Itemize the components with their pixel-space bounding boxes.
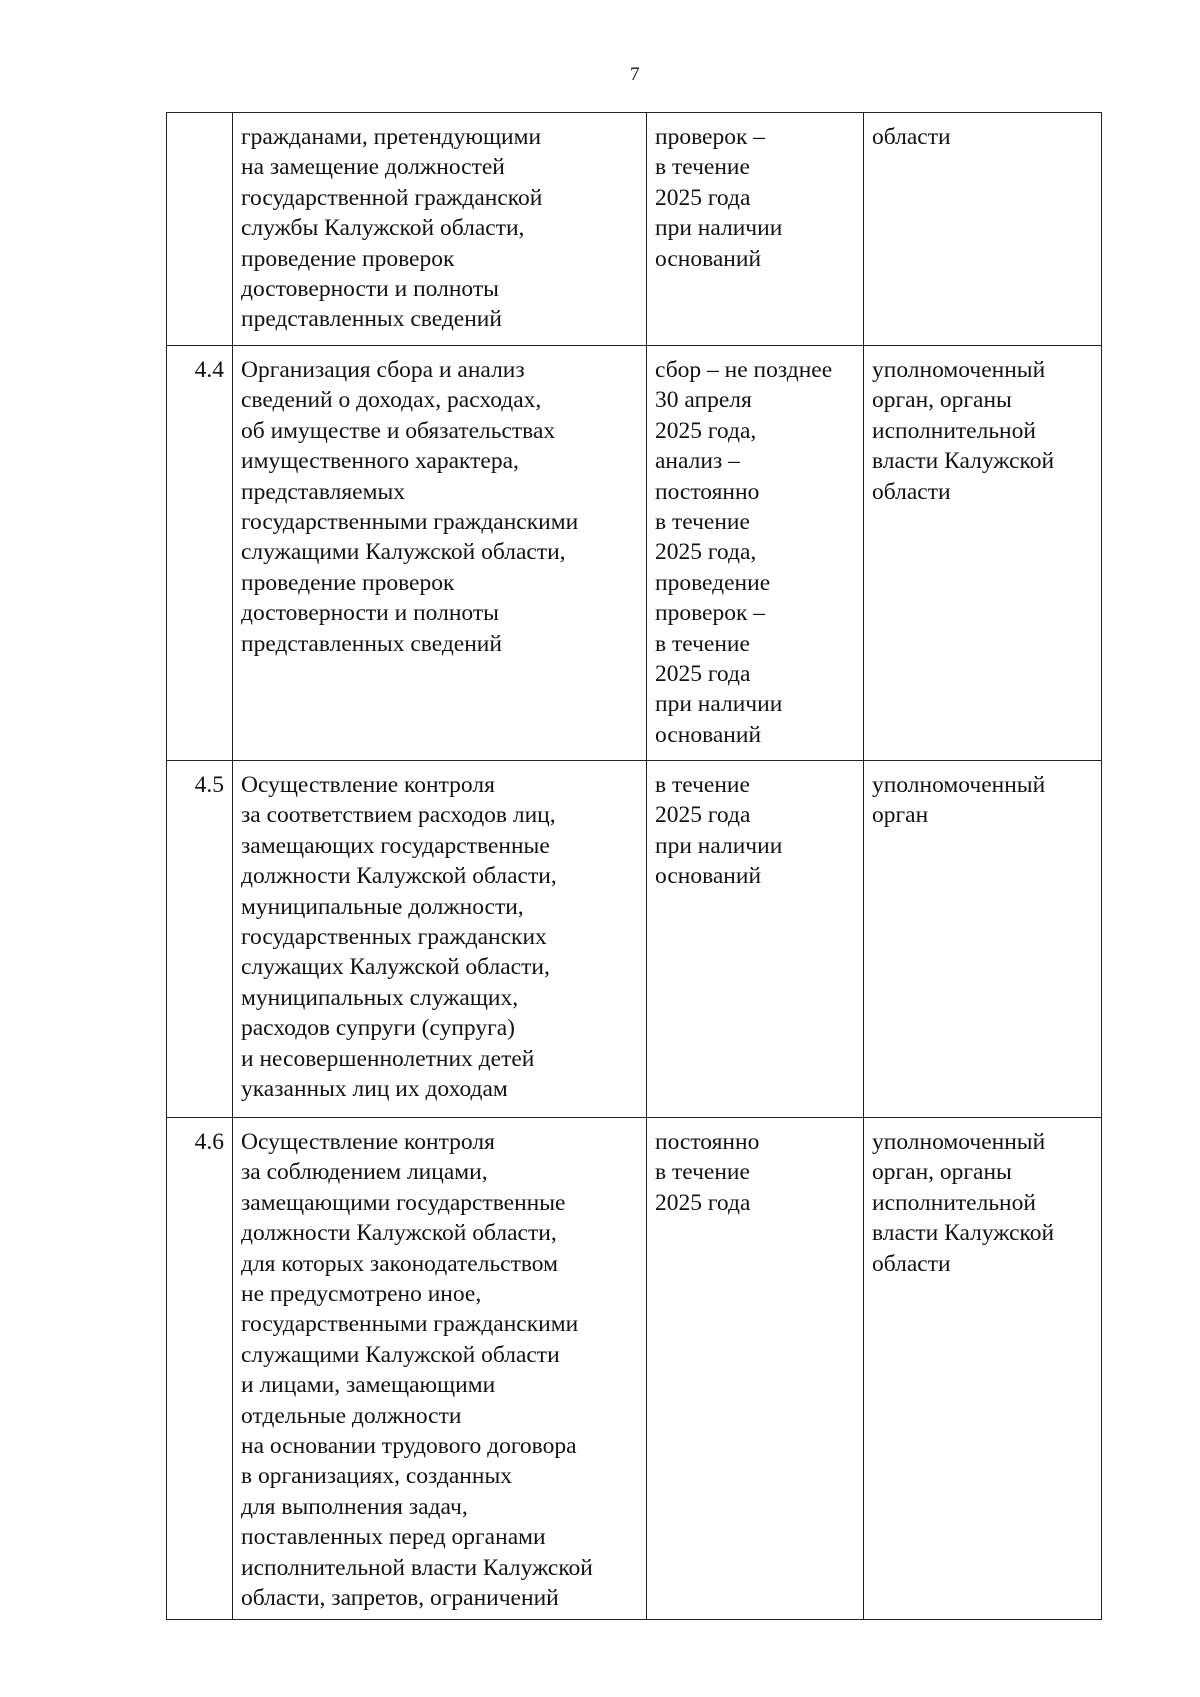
action-line: на основании трудового договора	[241, 1433, 577, 1460]
action-cell	[233, 761, 647, 1118]
deadline-line: при наличии	[655, 832, 783, 859]
deadline-line: проведение	[655, 569, 771, 596]
action-line: замещающими государственные	[241, 1189, 566, 1216]
action-line: и несовершеннолетних детей	[241, 1045, 535, 1072]
deadline-line: постоянно	[655, 478, 760, 505]
responsible-line: исполнительной	[872, 1189, 1036, 1216]
action-line: для выполнения задач,	[241, 1493, 468, 1520]
action-line: отдельные должности	[241, 1402, 462, 1429]
action-line: муниципальные должности,	[241, 893, 524, 920]
item-number-cell	[167, 113, 233, 346]
action-line: представленных сведений	[241, 306, 502, 333]
action-line: не предусмотрено иное,	[241, 1281, 482, 1308]
table-row	[167, 113, 1102, 346]
action-line: указанных лиц их доходам	[241, 1076, 508, 1103]
action-line: поставленных перед органами	[241, 1524, 546, 1551]
deadline-line: в течение	[655, 154, 750, 181]
deadline-line: сбор – не позднее	[655, 357, 833, 383]
action-line: государственными гражданскими	[241, 1311, 579, 1338]
responsible-line: области	[872, 478, 951, 505]
table-row	[167, 761, 1102, 1118]
deadline-line: в течение	[655, 772, 750, 798]
deadline-line: 2025 года,	[655, 539, 757, 566]
action-line: Осуществление контроля	[241, 1129, 495, 1155]
deadline-cell	[647, 113, 864, 346]
action-line: служащих Калужской области,	[241, 954, 550, 981]
deadline-line: в течение	[655, 509, 750, 536]
deadline-line: при наличии	[655, 691, 783, 718]
deadline-cell	[647, 346, 864, 761]
deadline-line: 2025 года,	[655, 417, 757, 444]
action-line: представляемых	[241, 478, 405, 505]
responsible-cell	[864, 113, 1102, 346]
action-line: муниципальных служащих,	[241, 984, 519, 1011]
deadline-line: 2025 года	[655, 184, 751, 211]
action-line: гражданами, претендующими	[241, 124, 542, 150]
responsible-line: уполномоченный	[872, 357, 1046, 383]
responsible-line: уполномоченный	[872, 1129, 1046, 1155]
action-line: за соблюдением лицами,	[241, 1159, 488, 1186]
table-row	[167, 346, 1102, 761]
action-line: достоверности и полноты	[241, 276, 499, 303]
deadline-line: оснований	[655, 721, 762, 748]
action-line: государственными гражданскими	[241, 509, 579, 536]
deadline-line: оснований	[655, 863, 762, 890]
action-line: достоверности и полноты	[241, 600, 499, 627]
deadline-line: при наличии	[655, 215, 783, 242]
deadline-line: в течение	[655, 630, 750, 657]
table-row	[167, 1118, 1102, 1620]
deadline-line: в течение	[655, 1159, 750, 1186]
action-cell	[233, 346, 647, 761]
responsible-line: орган, органы	[872, 1159, 1012, 1186]
action-line: представленных сведений	[241, 630, 502, 657]
action-line: проведение проверок	[241, 245, 455, 272]
action-line: замещающих государственные	[241, 832, 550, 859]
action-line: государственной гражданской	[241, 184, 543, 211]
action-line: должности Калужской области,	[241, 863, 557, 890]
responsible-line: исполнительной	[872, 417, 1036, 444]
item-number-cell: 4.6	[167, 1118, 233, 1620]
action-line: имущественного характера,	[241, 448, 519, 475]
responsible-line: области	[872, 1250, 951, 1277]
responsible-line: области	[872, 124, 951, 150]
item-number-cell: 4.4	[167, 346, 233, 761]
action-line: расходов супруги (супруга)	[241, 1015, 515, 1042]
action-line: должности Калужской области,	[241, 1220, 557, 1247]
action-line: исполнительной власти Калужской	[241, 1554, 593, 1581]
action-line: для которых законодательством	[241, 1250, 558, 1277]
deadline-line: проверок –	[655, 124, 766, 150]
deadline-line: 30 апреля	[655, 387, 752, 414]
action-line: служащими Калужской области	[241, 1341, 560, 1368]
table-body	[167, 113, 1102, 1620]
deadline-line: оснований	[655, 245, 762, 272]
action-line: области, запретов, ограничений	[241, 1585, 559, 1612]
action-plan-table	[166, 112, 1102, 1620]
responsible-cell	[864, 1118, 1102, 1620]
responsible-line: уполномоченный	[872, 772, 1046, 798]
item-number-cell: 4.5	[167, 761, 233, 1118]
responsible-line: орган	[872, 802, 929, 829]
action-line: сведений о доходах, расходах,	[241, 387, 542, 414]
action-line: государственных гражданских	[241, 924, 547, 951]
deadline-line: постоянно	[655, 1129, 760, 1155]
deadline-cell	[647, 1118, 864, 1620]
action-line: Осуществление контроля	[241, 772, 495, 798]
action-line: проведение проверок	[241, 569, 455, 596]
action-line: и лицами, замещающими	[241, 1372, 496, 1399]
page-number: 7	[630, 64, 640, 85]
deadline-line: анализ –	[655, 448, 740, 475]
action-line: на замещение должностей	[241, 154, 505, 181]
action-cell	[233, 113, 647, 346]
action-line: в организациях, созданных	[241, 1463, 512, 1490]
responsible-line: власти Калужской	[872, 448, 1055, 475]
deadline-line: 2025 года	[655, 661, 751, 688]
deadline-line: 2025 года	[655, 802, 751, 829]
responsible-line: орган, органы	[872, 387, 1012, 414]
action-cell	[233, 1118, 647, 1620]
deadline-line: проверок –	[655, 600, 766, 627]
deadline-line: 2025 года	[655, 1189, 751, 1216]
action-line: служащими Калужской области,	[241, 539, 566, 566]
action-line: об имуществе и обязательствах	[241, 417, 556, 444]
responsible-cell	[864, 346, 1102, 761]
action-line: Организация сбора и анализ	[241, 357, 525, 383]
action-line: службы Калужской области,	[241, 215, 525, 242]
responsible-cell	[864, 761, 1102, 1118]
action-line: за соответствием расходов лиц,	[241, 802, 556, 829]
responsible-line: власти Калужской	[872, 1220, 1055, 1247]
deadline-cell	[647, 761, 864, 1118]
